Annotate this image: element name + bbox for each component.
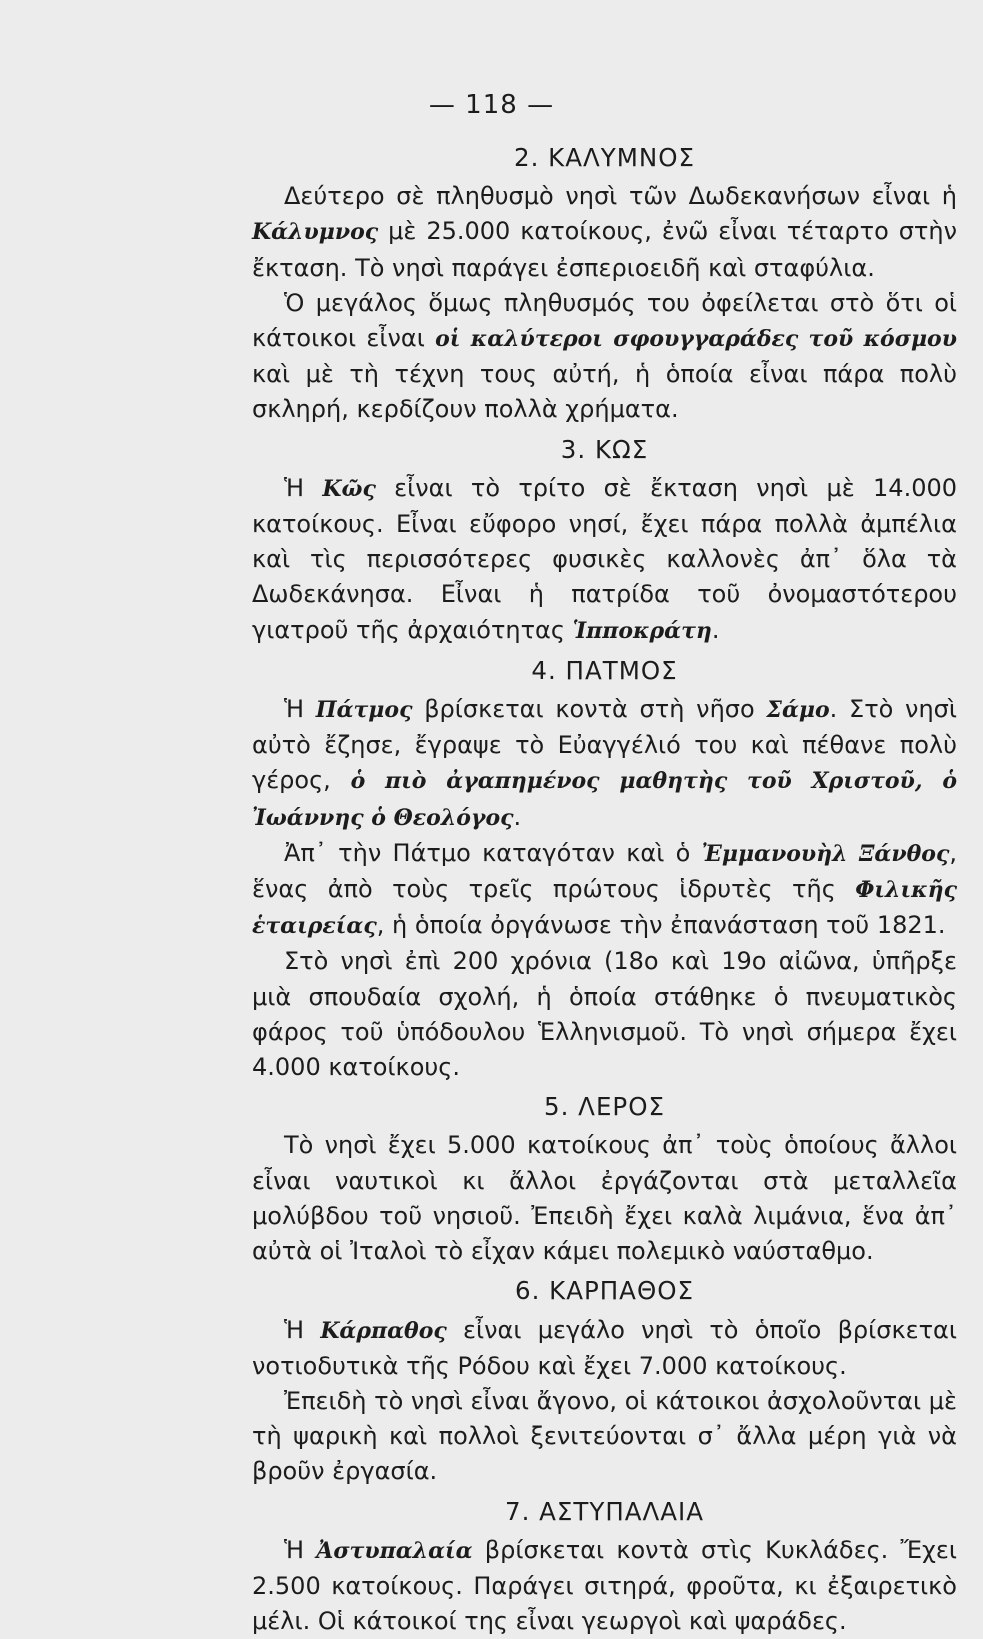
paragraph [252, 692, 957, 836]
emphasis: ὁ πιὸ ἀγαπημένος μαθητὴς τοῦ Χριστοῦ, ὁ Ἰωάννης ὁ Θεολόγος [252, 768, 957, 831]
text: εἶναι μεγάλο νησὶ τὸ ὁποῖο βρίσκεται νοτιοδυτικὰ τῆς Ρόδου καὶ ἔχει 7.000 κατοίκους. [252, 1315, 957, 1380]
heading-kos: 3. ΚΩΣ [560, 434, 649, 464]
heading-patmos: 4. ΠΑΤΜΟΣ [531, 655, 678, 685]
text: Ὁ μεγάλος ὅμως πληθυσμός του ὀφείλεται στὸ ὅτι οἱ κάτοικοι εἶναι [252, 288, 957, 353]
emphasis: Ἱπποκράτη [572, 617, 712, 644]
emphasis: οἱ καλύτεροι σφουγγαράδες τοῦ κόσμου [435, 326, 957, 353]
paragraph [252, 286, 957, 428]
heading-karpathos: 6. ΚΑΡΠΑΘΟΣ [515, 1276, 694, 1306]
text: , ἡ ὁποία ὀργάνωσε τὴν ἐπανάσταση τοῦ 1821. [376, 911, 946, 940]
paragraph [252, 836, 957, 945]
section-kos [252, 471, 957, 649]
paragraph [252, 1533, 957, 1639]
paragraph: Στὸ νησὶ ἐπὶ 200 χρόνια (18ο καὶ 19ο αἰῶνα, ὑπῆρξε μιὰ σπουδαία σχολή, ἡ ὁποία στάθηκε ὁ πνευματικὸς φάρος τοῦ ὑπόδουλου Ἑλληνισμοῦ. Τὸ νησὶ σήμερα ἔχει 4.000 κατοίκους. [252, 947, 957, 1082]
text: . Στὸ νησὶ αὐτὸ ἔζησε, ἔγραψε τὸ Εὐαγγέλιό του καὶ πέθανε πολὺ γέρος, [252, 695, 957, 795]
section-kalymnos [252, 179, 957, 427]
island-name: Κάρπαθος [320, 1317, 447, 1344]
text: Ἡ [284, 1315, 321, 1344]
section-karpathos [252, 1313, 957, 1490]
paragraph [252, 471, 957, 649]
paragraph: Ἐπειδὴ τὸ νησὶ εἶναι ἄγονο, οἱ κάτοικοι ἀσχολοῦνται μὲ τὴ ψαρικὴ καὶ πολλοὶ ξενιτεύονται σ᾽ ἄλλα μέρη γιὰ νὰ βροῦν ἐργασία. [252, 1386, 957, 1486]
page-number: — 118 — [428, 90, 555, 120]
section-astypalaia [252, 1533, 957, 1639]
text: βρίσκεται κοντὰ στὶς Κυκλάδες. Ἔχει 2.500 κατοίκους. Παράγει σιτηρά, φροῦτα, κι ἐξαιρετικὸ μέλι. Οἱ κάτοικοί της εἶναι γεωργοὶ καὶ ψαράδες. [252, 1535, 957, 1636]
text: βρίσκεται κοντὰ στὴ νῆσο [412, 695, 767, 724]
text: , ἕνας ἀπὸ τοὺς τρεῖς πρώτους ἱδρυτὲς τῆς [252, 838, 957, 904]
island-name: Κάλυμνος [252, 219, 379, 246]
island-name: Ἀστυπαλαία [316, 1537, 473, 1564]
text: . [711, 615, 720, 644]
emphasis: Σάμο [766, 697, 830, 724]
heading-kalymnos: 2. ΚΑΛΥΜΝΟΣ [514, 143, 695, 172]
page-body [252, 140, 957, 1639]
emphasis: Ἐμμανουὴλ Ξάνθος [701, 840, 950, 867]
island-name: Πάτμος [315, 697, 413, 724]
text: εἶναι τὸ τρίτο σὲ ἔκταση νησὶ μὲ 14.000 κατοίκους. Εἶναι εὔφορο νησί, ἔχει πάρα πολλὰ ἀμπέλια καὶ τὶς περισσότερες φυσικὲς καλλονὲς ἀπ᾽ ὅλα τὰ Δωδεκάνησα. Εἶναι ἡ πατρίδα τοῦ ὀνομαστότερου γιατροῦ τῆς ἀρχαιότητας [252, 473, 958, 644]
text: μὲ 25.000 κατοίκους, ἐνῶ εἶναι τέταρτο στὴν ἔκταση. Τὸ νησὶ παράγει ἐσπεριοειδῆ καὶ σταφύλια. [252, 217, 957, 282]
emphasis: Φιλικῆς ἑταιρείας [252, 877, 957, 940]
section-leros [252, 1128, 957, 1269]
text: Ἡ [284, 1535, 317, 1564]
text: καὶ μὲ τὴ τέχνη τους αὐτή, ἡ ὁποία εἶναι πάρα πολὺ σκληρή, κερδίζουν πολλὰ χρήματα. [252, 360, 957, 424]
heading-leros: 5. ΛΕΡΟΣ [544, 1092, 665, 1122]
section-patmos [252, 692, 957, 1085]
text: . [513, 802, 522, 831]
text: Ἡ [284, 695, 316, 724]
text: Ἡ [284, 473, 323, 502]
paragraph [252, 179, 957, 286]
island-name: Κῶς [322, 475, 376, 502]
heading-astypalaia: 7. ΑΣΤΥΠΑΛΑΙΑ [504, 1496, 705, 1526]
paragraph: Τὸ νησὶ ἔχει 5.000 κατοίκους ἀπ᾽ τοὺς ὁποίους ἄλλοι εἶναι ναυτικοὶ κι ἄλλοι ἐργάζονται στὰ μεταλλεῖα μολύβδου τοῦ νησιοῦ. Ἐπειδὴ ἔχει καλὰ λιμάνια, ἕνα ἀπ᾽ αὐτὰ οἱ Ἰταλοὶ τὸ εἶχαν κάμει πολεμικὸ ναύσταθμο. [252, 1131, 957, 1266]
text: Ἀπ᾽ τὴν Πάτμο καταγόταν καὶ ὁ [284, 838, 702, 867]
text: Δεύτερο σὲ πληθυσμὸ νησὶ τῶν Δωδεκανήσων εἶναι ἡ [284, 182, 957, 211]
paragraph [252, 1313, 957, 1384]
